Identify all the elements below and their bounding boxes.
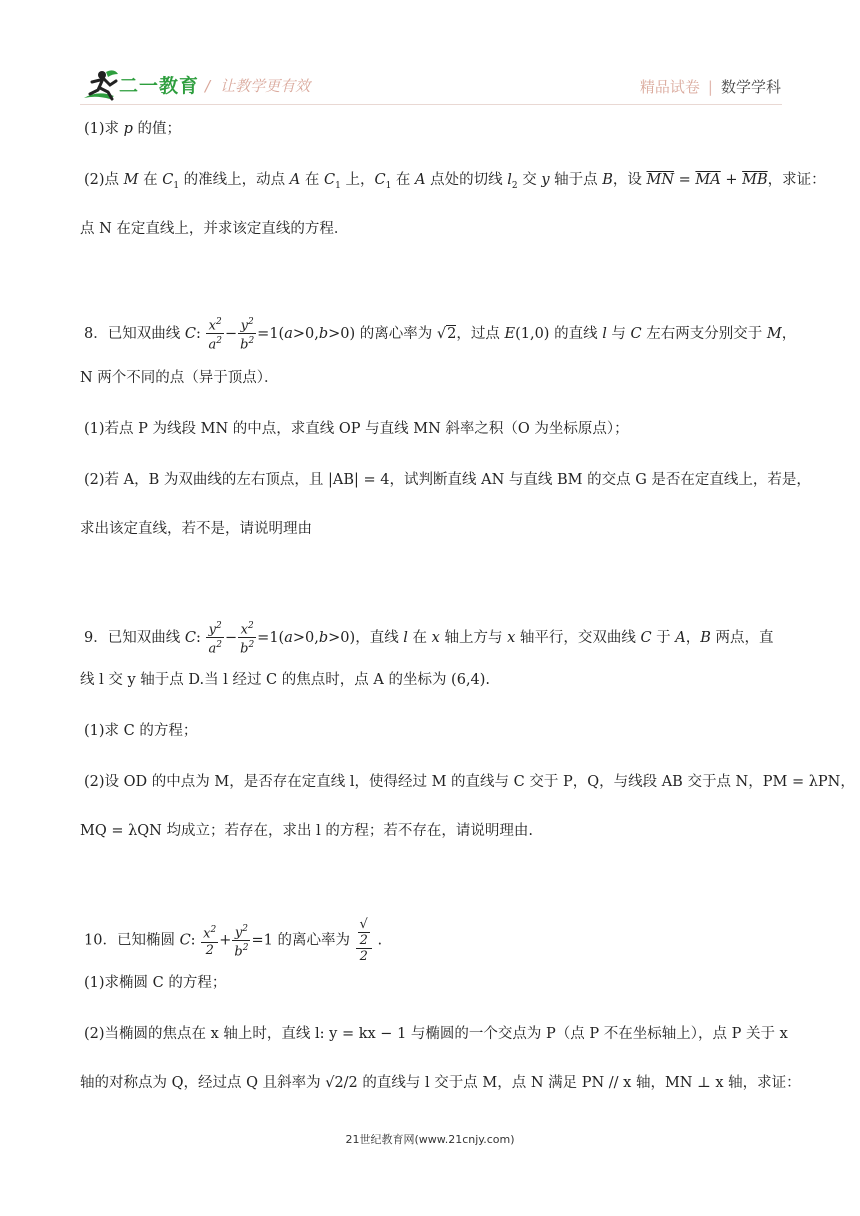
p10-part1: (1)求椭圆 C 的方程；: [84, 975, 227, 991]
p8-part2: (2)若 A，B 为双曲线的左右顶点，且 |AB| = 4，试判断直线 AN 与直线 BM 的交点 G 是否在定直线上，若是，: [84, 472, 811, 488]
p10-stem: 10．已知椭圆 C: $\frac{x^2}{2}$ + $\frac{y^2}{b^2}$ =1 的离心率为 √ 2 2 .: [84, 917, 383, 964]
p9-part2-cont: MQ = λQN 均成立；若存在，求出 l 的方程；若不存在，请说明理由.: [80, 823, 533, 839]
p8-stem-cont: N 两个不同的点（异于顶点）．: [80, 370, 279, 386]
header-tags: [640, 76, 781, 97]
page-footer: 21世纪教育网(www.21cnjy.com): [345, 1133, 515, 1146]
header-divider: [80, 104, 782, 105]
p7-part2: (2)点 M 在 $C_1$ 的准线上，动点 A 在 $C_1$ 上，$C_1$ 在 A 点处的切线 $l_2$ 交 y 轴于点 B，设 $\overline{MN} = \overline{MA} + \overline{MB}$，求证：: [84, 172, 826, 191]
slogan-slash: /: [205, 77, 211, 95]
tag-separator: |: [707, 78, 713, 96]
page-header: [0, 0, 860, 112]
tag-premium: 精品试卷: [639, 78, 700, 96]
slogan-text: 让教学更有效: [220, 77, 311, 95]
p9-stem-cont: 线 l 交 y 轴于点 D.当 l 经过 C 的焦点时，点 A 的坐标为 (6,4).: [80, 672, 491, 688]
p7-part2-cont: 点 N 在定直线上，并求该定直线的方程．: [80, 221, 349, 237]
p10-part2-cont: 轴的对称点为 Q，经过点 Q 且斜率为 √2/2 的直线与 l 交于点 M，点 N 满足 PN // x 轴，MN ⊥ x 轴，求证：: [80, 1075, 801, 1091]
slogan: [205, 75, 310, 96]
p9-part2: (2)设 OD 的中点为 M，是否存在定直线 l，使得经过 M 的直线与 C 交于 P，Q，与线段 AB 交于点 N，PM = λPN，: [84, 774, 855, 790]
p10-part2: (2)当椭圆的焦点在 x 轴上时，直线 l: y = kx − 1 与椭圆的一个交点为 P（点 P 不在坐标轴上），点 P 关于 x: [84, 1026, 788, 1042]
logo-text: 二一教育: [119, 75, 200, 97]
p7-part1: (1)求 p 的值；: [84, 121, 182, 137]
p9-stem: 9．已知双曲线 C: $\frac{y^2}{a^2}$ − $\frac{x^2}{b^2}$ =1(a>0,b>0)，直线 l 在 x 轴上方与 x 轴平行，交双曲线 C 于 A，B 两点，直: [84, 621, 774, 657]
p9-part1: (1)求 C 的方程；: [84, 723, 198, 739]
p8-stem: 8．已知双曲线 C: $\frac{x^2}{a^2}$ − $\frac{y^2}{b^2}$ =1(a>0,b>0) 的离心率为 √2，过点 E(1,0) 的直线 l 与 C 左右两支分别交于 M，: [84, 317, 797, 353]
p8-part1: (1)若点 P 为线段 MN 的中点，求直线 OP 与直线 MN 斜率之积（O 为坐标原点）；: [84, 421, 629, 437]
p8-part2-cont: 求出该定直线，若不是，请说明理由: [80, 521, 312, 537]
tag-subject: 数学学科: [720, 78, 781, 96]
